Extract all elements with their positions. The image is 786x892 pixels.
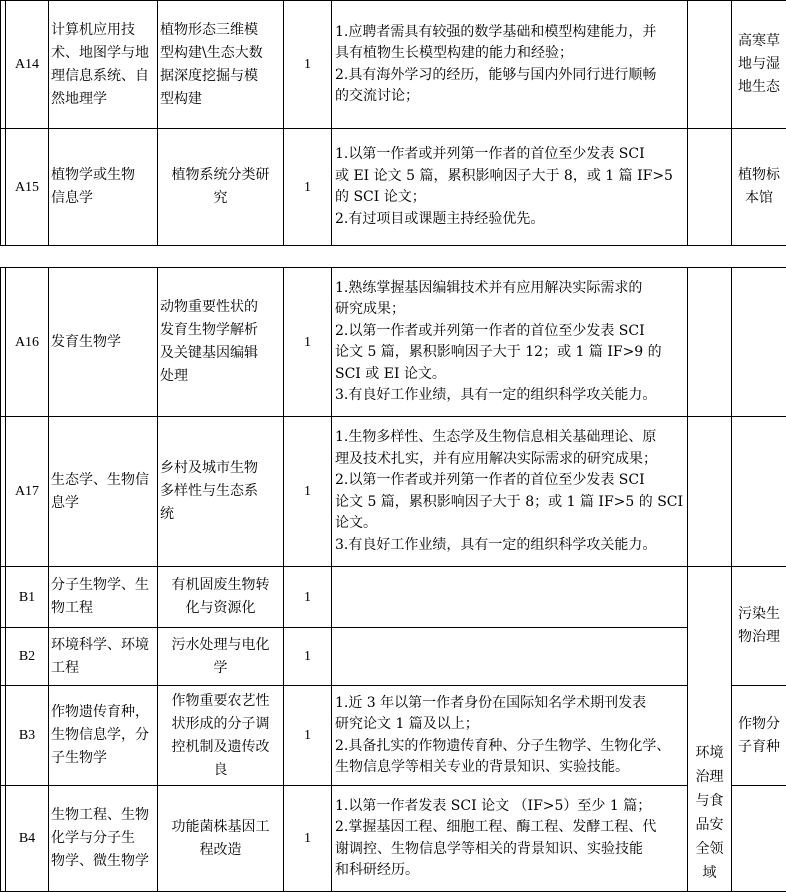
headcount-cell: 1: [284, 1, 332, 129]
requirements-cell: 1.以第一作者或并列第一作者的首位至少发表 SCI 或 EI 论文 5 篇，累积影响因子大于 8，或 1 篇 IF>5 的 SCI 论文； 2.有过项目或课题主持经验优先。: [332, 129, 688, 246]
table-row: [1, 567, 786, 628]
table-row: [1, 129, 786, 246]
position-id: A16: [6, 268, 49, 417]
requirements-cell: 1.近 3 年以第一作者身份在国际知名学术期刊发表 研究论文 1 篇及以上； 2.具备扎实的作物遗传育种、分子生物学、生物化学、 生物信息学等相关专业的背景知识、实验技能。: [332, 686, 688, 786]
research-direction-cell: 功能菌株基因工 程改造: [158, 786, 284, 892]
table-row: [1, 786, 786, 892]
major-cell: 作物遗传育种， 生物信息学，分 子生物学: [49, 686, 158, 786]
research-direction-cell: 有机固废生物转 化与资源化: [158, 567, 284, 628]
position-id: B1: [6, 567, 49, 628]
department-cell: 高寒草 地与湿 地生态: [732, 1, 786, 129]
research-direction-cell: 植物系统分类研 究: [158, 129, 284, 246]
research-direction-cell: 作物重要农艺性 状形成的分子调 控机制及遗传改 良: [158, 686, 284, 786]
research-direction-cell: 植物形态三维模 型构建\生态大数 据深度挖掘与模 型构建: [158, 1, 284, 129]
major-cell: 生态学、生物信 息学: [49, 417, 158, 567]
table-row: [1, 1, 786, 129]
recruitment-table-top: [0, 0, 786, 246]
research-direction-cell: 污水处理与电化 学: [158, 628, 284, 686]
position-id: B4: [6, 786, 49, 892]
department-cell: 作物分 子育种: [732, 686, 786, 786]
table-row: [1, 628, 786, 686]
headcount-cell: 1: [284, 129, 332, 246]
requirements-cell: 1.以第一作者发表 SCI 论文 （IF>5）至少 1 篇； 2.掌握基因工程、细胞工程、酶工程、发酵工程、代 谢调控、生物信息学等相关的背景知识、实验技能 和科研经历。: [332, 786, 688, 892]
position-id: A15: [6, 129, 49, 246]
headcount-cell: 1: [284, 417, 332, 567]
major-cell: 计算机应用技 术、地图学与地 理信息系统、自 然地理学: [49, 1, 158, 129]
position-id: B3: [6, 686, 49, 786]
major-cell: 植物学或生物 信息学: [49, 129, 158, 246]
position-id: A17: [6, 417, 49, 567]
requirements-cell: 1.熟练掌握基因编辑技术并有应用解决实际需求的 研究成果； 2.以第一作者或并列第一作者的首位至少发表 SCI 论文 5 篇，累积影响因子大于 12；或 1 篇 IF>9 的 SCI 或 EI 论文。 3.有良好工作业绩，具有一定的组织科学攻关能力。: [332, 268, 688, 417]
position-id: A14: [6, 1, 49, 129]
major-cell: 生物工程、生物 化学与分子生 物学、微生物学: [49, 786, 158, 892]
major-cell: 发育生物学: [49, 268, 158, 417]
table-row: [1, 686, 786, 786]
major-cell: 环境科学、环境 工程: [49, 628, 158, 686]
department-cell: 植物标 本馆: [732, 129, 786, 246]
requirements-cell: 1.生物多样性、生态学及生物信息相关基础理论、原 理及技术扎实，并有应用解决实际需求的研究成果； 2.以第一作者或并列第一作者的首位至少发表 SCI 论文 5 篇，累积影响因子大于 8；或 1 篇 IF>5 的 SCI 论文。 3.有良好工作业绩，具有一定的组织科学攻关能力。: [332, 417, 688, 567]
research-direction-cell: 乡村及城市生物 多样性与生态系 统: [158, 417, 284, 567]
headcount-cell: 1: [284, 268, 332, 417]
table-row: [1, 417, 786, 567]
requirements-cell: [332, 567, 688, 628]
headcount-cell: 1: [284, 567, 332, 628]
headcount-cell: 1: [284, 686, 332, 786]
requirements-cell: [332, 628, 688, 686]
position-id: B2: [6, 628, 49, 686]
requirements-cell: 1.应聘者需具有较强的数学基础和模型构建能力，并 具有植物生长模型构建的能力和经验； 2.具有海外学习的经历，能够与国内外同行进行顺畅 的交流讨论；: [332, 1, 688, 129]
platform-cell: 环境 治理 与食 品安 全领 域: [688, 567, 732, 892]
table-row: [1, 268, 786, 417]
department-cell: 污染生 物治理: [732, 567, 786, 686]
headcount-cell: 1: [284, 628, 332, 686]
recruitment-table-bottom: [0, 267, 786, 892]
major-cell: 分子生物学、生 物工程: [49, 567, 158, 628]
research-direction-cell: 动物重要性状的 发育生物学解析 及关键基因编辑 处理: [158, 268, 284, 417]
headcount-cell: 1: [284, 786, 332, 892]
